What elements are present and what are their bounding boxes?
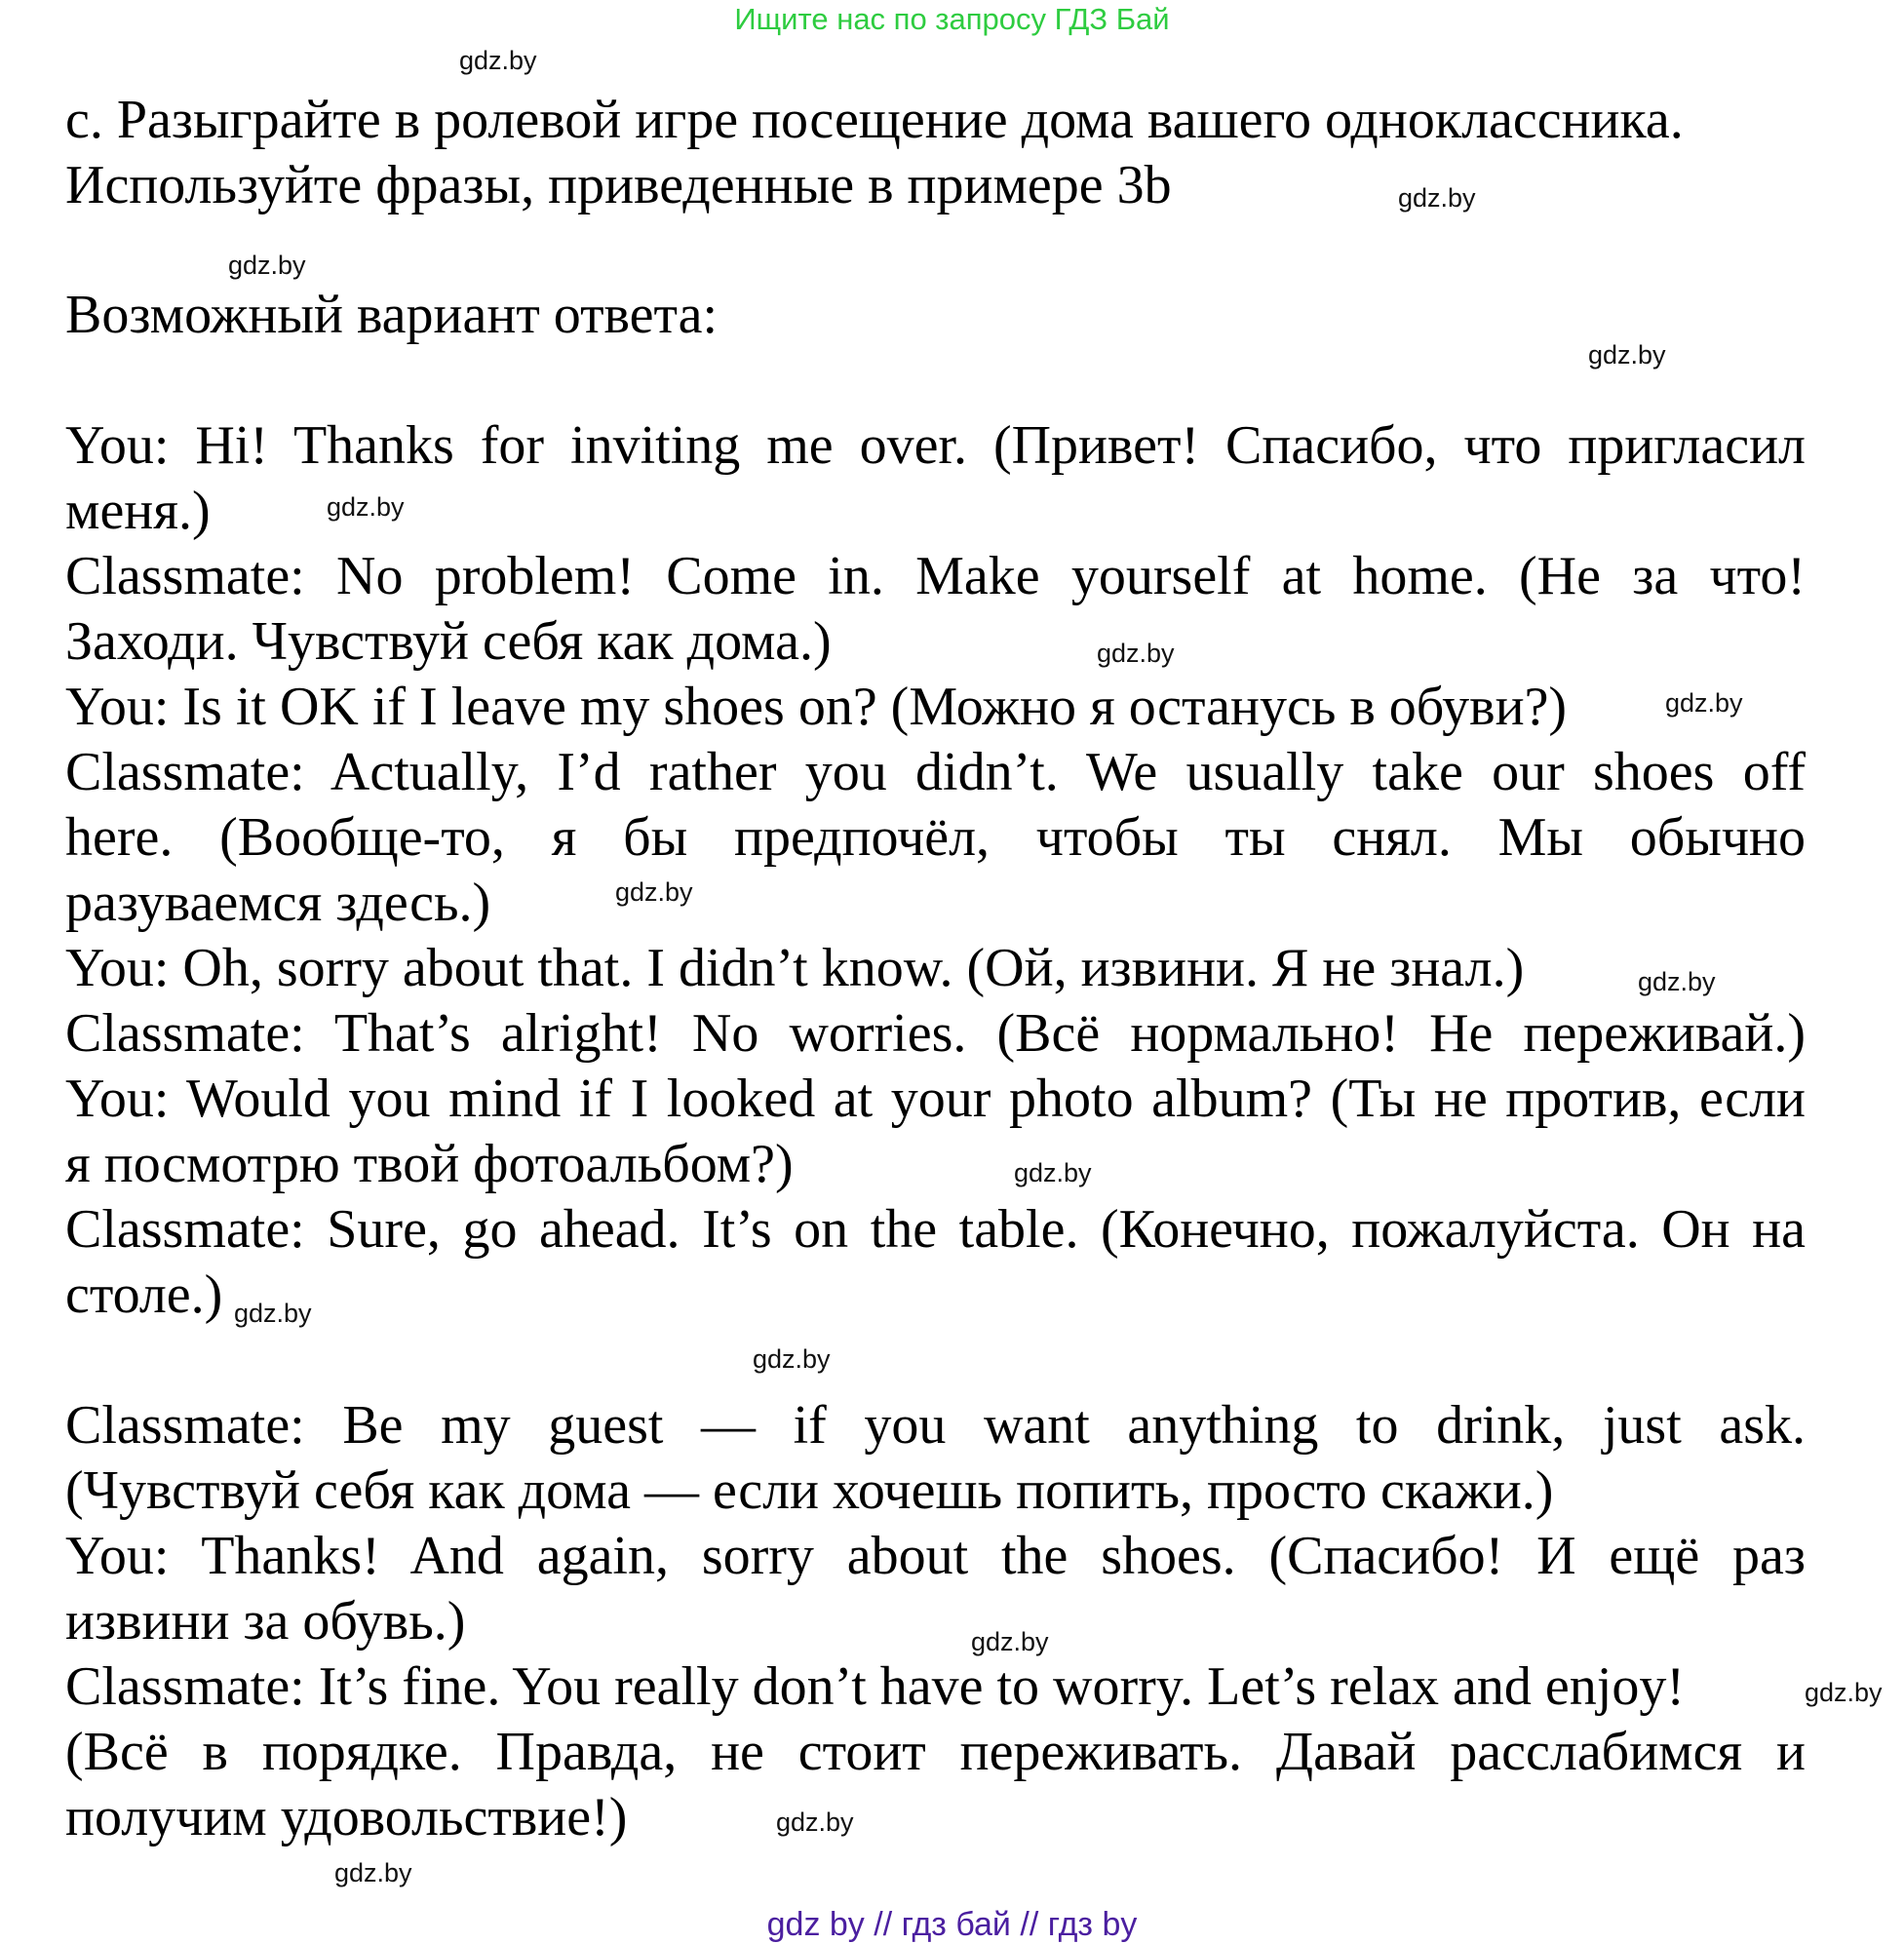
answer-label: Возможный вариант ответа: <box>65 285 719 345</box>
watermark: gdz.by <box>334 1858 412 1887</box>
watermark: gdz.by <box>1097 639 1175 668</box>
watermark: gdz.by <box>753 1344 831 1374</box>
watermark: gdz.by <box>228 251 306 280</box>
watermark: gdz.by <box>971 1627 1049 1656</box>
watermark: gdz.by <box>1398 183 1476 213</box>
dialogue-line: Classmate: That’s alright! No worries. (Всё нормально! Не переживай.) <box>65 1003 1806 1064</box>
dialogue-line: Заходи. Чувствуй себя как дома.) <box>65 611 832 672</box>
dialogue-line: You: Is it OK if I leave my shoes on? (Можно я останусь в обуви?) <box>65 677 1568 737</box>
dialogue-line: Classmate: Actually, I’d rather you didn’t. We usually take our shoes off <box>65 742 1806 802</box>
dialogue-line: You: Thanks! And again, sorry about the shoes. (Спасибо! И ещё раз <box>65 1526 1806 1586</box>
watermark: gdz.by <box>234 1299 312 1328</box>
dialogue-line: (Всё в порядке. Правда, не стоит переживать. Давай расслабимся и <box>65 1722 1806 1782</box>
dialogue-line: столе.) <box>65 1264 223 1325</box>
dialogue-line: Classmate: No problem! Come in. Make yourself at home. (Не за что! <box>65 546 1806 606</box>
search-banner[interactable]: Ищите нас по запросу ГДЗ Бай <box>734 2 1170 36</box>
watermark: gdz.by <box>1665 688 1743 718</box>
task-line-2: Используйте фразы, приведенные в примере 3b <box>65 155 1172 215</box>
watermark: gdz.by <box>1014 1158 1092 1187</box>
watermark: gdz.by <box>1805 1678 1883 1707</box>
task-line-1: c. Разыграйте в ролевой игре посещение дома вашего одноклассника. <box>65 90 1684 150</box>
dialogue-line: извини за обувь.) <box>65 1591 466 1652</box>
dialogue-line: You: Hi! Thanks for inviting me over. (Привет! Спасибо, что пригласил <box>65 415 1806 476</box>
dialogue-line: You: Would you mind if I looked at your photo album? (Ты не против, если <box>65 1069 1806 1129</box>
dialogue-line: (Чувствуй себя как дома — если хочешь попить, просто скажи.) <box>65 1460 1554 1521</box>
dialogue-line: меня.) <box>65 481 211 541</box>
watermark: gdz.by <box>615 877 693 907</box>
dialogue-line: разуваемся здесь.) <box>65 873 491 933</box>
footer-links[interactable]: gdz by // гдз бай // гдз by <box>766 1906 1138 1943</box>
watermark: gdz.by <box>327 492 405 522</box>
watermark: gdz.by <box>1588 340 1666 369</box>
watermark: gdz.by <box>459 46 537 75</box>
dialogue-line: here. (Вообще-то, я бы предпочёл, чтобы ты снял. Мы обычно <box>65 807 1806 868</box>
dialogue-line: Classmate: Sure, go ahead. It’s on the table. (Конечно, пожалуйста. Он на <box>65 1199 1806 1260</box>
dialogue-line: получим удовольствие!) <box>65 1787 628 1847</box>
dialogue-line: Classmate: It’s fine. You really don’t have to worry. Let’s relax and enjoy! <box>65 1656 1685 1717</box>
dialogue-line: You: Oh, sorry about that. I didn’t know. (Ой, извини. Я не знал.) <box>65 938 1525 998</box>
watermark: gdz.by <box>1638 967 1716 996</box>
dialogue-line: Classmate: Be my guest — if you want anything to drink, just ask. <box>65 1395 1806 1456</box>
watermark: gdz.by <box>776 1808 854 1837</box>
dialogue-line: я посмотрю твой фотоальбом?) <box>65 1134 794 1194</box>
